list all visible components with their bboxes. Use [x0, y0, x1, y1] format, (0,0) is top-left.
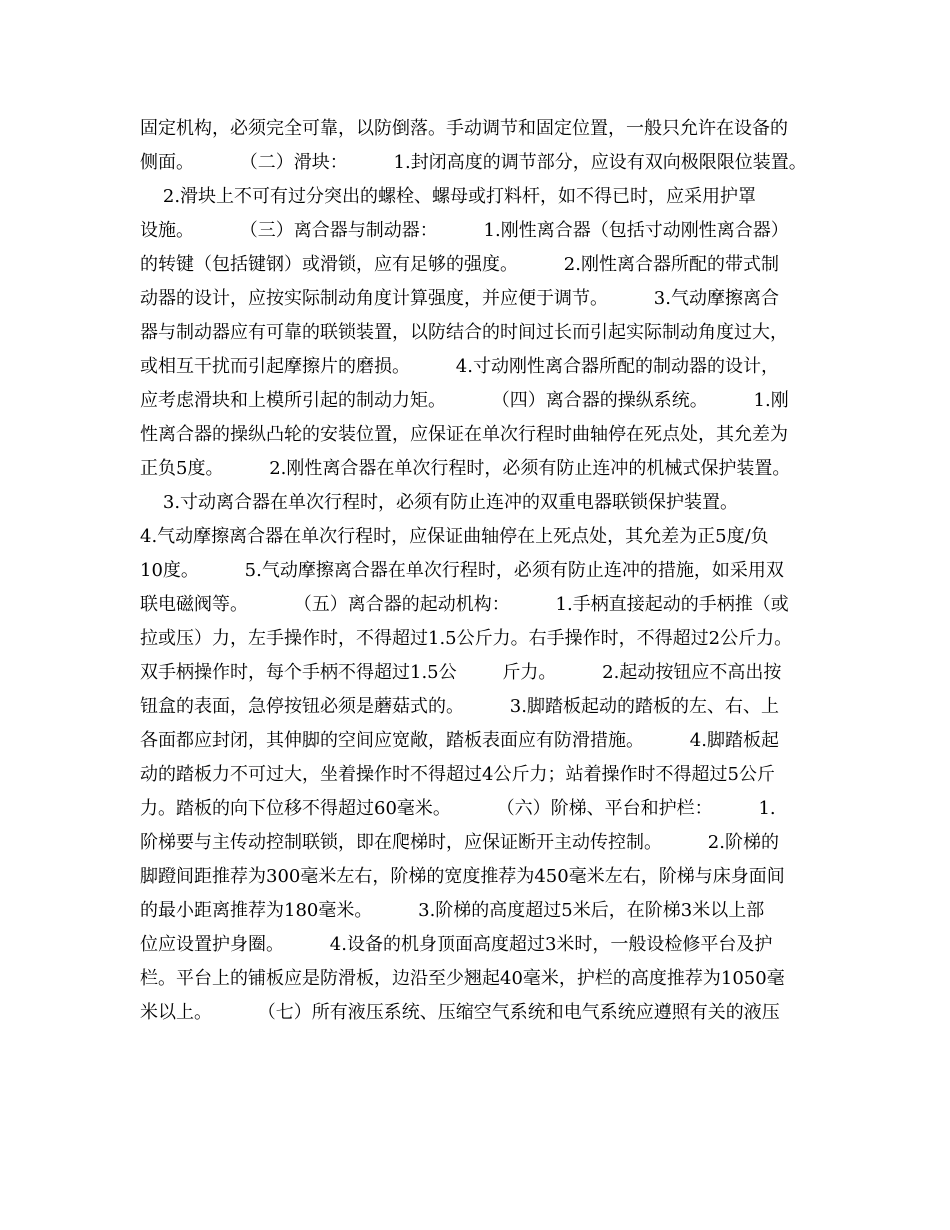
- text-line: 双手柄操作时，每个手柄不得超过1.5公 斤力。 2.起动按钮应不高出按: [140, 662, 782, 683]
- text-line: 力。踏板的向下位移不得超过60毫米。 （六）阶梯、平台和护栏： 1.: [140, 798, 776, 819]
- text-line: 侧面。 （二）滑块： 1.封闭高度的调节部分，应设有双向极限限位装置。: [140, 152, 807, 173]
- text-line: 正负5度。 2.刚性离合器在单次行程时，必须有防止连冲的机械式保护装置。: [140, 458, 791, 479]
- text-line: 脚蹬间距推荐为300毫米左右，阶梯的宽度推荐为450毫米左右，阶梯与床身面间: [140, 866, 785, 887]
- text-line: 拉或压）力，左手操作时，不得超过1.5公斤力。右手操作时，不得超过2公斤力。: [140, 628, 793, 649]
- text-line: 阶梯要与主传动控制联锁，即在爬梯时，应保证断开主动传控制。 2.阶梯的: [140, 832, 779, 853]
- text-line: 应考虑滑块和上模所引起的制动力矩。 （四）离合器的操纵系统。 1.刚: [140, 390, 789, 411]
- text-line: 米以上。 （七）所有液压系统、压缩空气系统和电气系统应遵照有关的液压: [140, 1002, 780, 1023]
- text-line: 固定机构，必须完全可靠，以防倒落。手动调节和固定位置，一般只允许在设备的: [140, 118, 788, 139]
- text-line: 各面都应封闭，其伸脚的空间应宽敞，踏板表面应有防滑措施。 4.脚踏板起: [140, 730, 779, 751]
- text-line: 的最小距离推荐为180毫米。 3.阶梯的高度超过5米后，在阶梯3米以上部: [140, 900, 765, 921]
- text-line: 钮盒的表面，急停按钮必须是蘑菇式的。 3.脚踏板起动的踏板的左、右、上: [140, 696, 779, 717]
- text-line: 设施。 （三）离合器与制动器： 1.刚性离合器（包括寸动刚性离合器）: [140, 220, 789, 241]
- text-line: 栏。平台上的铺板应是防滑板，边沿至少翘起40毫米，护栏的高度推荐为1050毫: [140, 968, 785, 989]
- text-line: 或相互干扰而引起摩擦片的磨损。 4.寸动刚性离合器所配的制动器的设计，: [140, 356, 779, 377]
- text-line: 位应设置护身圈。 4.设备的机身顶面高度超过3米时，一般设检修平台及护: [140, 934, 773, 955]
- text-line: 3.寸动离合器在单次行程时，必须有防止连冲的双重电器联锁保护装置。: [140, 492, 739, 513]
- text-line: 10度。 5.气动摩擦离合器在单次行程时，必须有防止连冲的措施，如采用双: [140, 560, 784, 581]
- text-line: 器与制动器应有可靠的联锁装置，以防结合的时间过长而引起实际制动角度过大，: [140, 322, 788, 343]
- text-line: 2.滑块上不可有过分突出的螺栓、螺母或打料杆，如不得已时，应采用护罩: [140, 186, 757, 207]
- text-line: 性离合器的操纵凸轮的安装位置，应保证在单次行程时曲轴停在死点处，其允差为: [140, 424, 788, 445]
- text-line: 的转键（包括键钢）或滑锁，应有足够的强度。 2.刚性离合器所配的带式制: [140, 254, 779, 275]
- text-line: 动的踏板力不可过大，坐着操作时不得超过4公斤力；站着操作时不得超过5公斤: [140, 764, 775, 785]
- document-body: [140, 112, 830, 1030]
- text-line: 4.气动摩擦离合器在单次行程时，应保证曲轴停在上死点处，其允差为正5度/负: [140, 526, 769, 547]
- text-line: 联电磁阀等。 （五）离合器的起动机构： 1.手柄直接起动的手柄推（或: [140, 594, 789, 615]
- text-line: 动器的设计，应按实际制动角度计算强度，并应便于调节。 3.气动摩擦离合: [140, 288, 779, 309]
